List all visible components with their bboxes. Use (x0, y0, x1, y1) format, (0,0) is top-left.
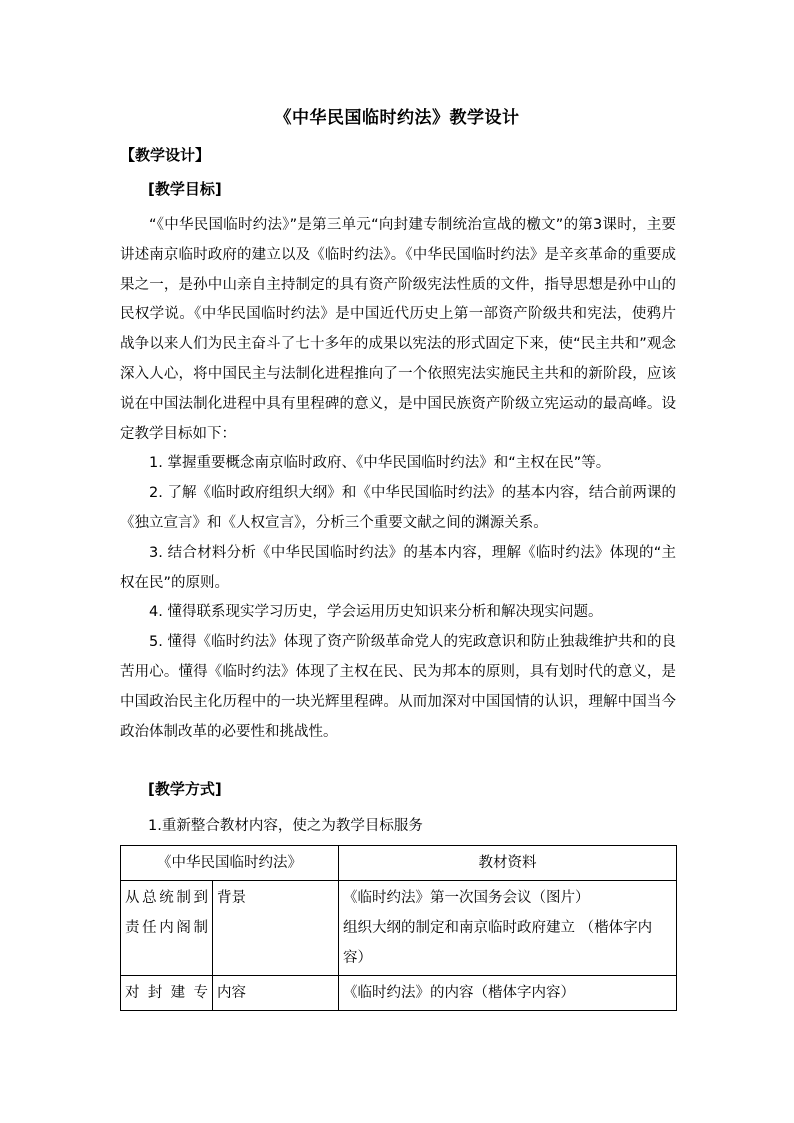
goals-body (120, 211, 676, 747)
goal-item-5: 5. 懂得《临时约法》体现了资产阶级革命党人的宪政意识和防止独裁维护共和的良苦用心。懂得《临时约法》体现了主权在民、民为邦本的原则，具有划时代的意义，是中国政治民主化历程中的一块光辉里程碑。从而加深对中国国情的认识，理解中国当今政治体制改革的必要性和挑战性。 (120, 634, 676, 740)
materials-line: 组织大纲的制定和南京临时政府建立 （楷体字内容） (343, 920, 653, 966)
goal-item-3: 3. 结合材料分析《中华民国临时约法》的基本内容，理解《临时约法》体现的“主权在民”的原则。 (120, 544, 676, 591)
table-cell-topic: 对封建专 (121, 976, 213, 1011)
table-header-row (121, 846, 677, 881)
table-cell-materials (339, 881, 677, 976)
goal-item-1: 1. 掌握重要概念南京临时政府、《中华民国临时约法》和“主权在民”等。 (149, 455, 611, 472)
table-row (121, 976, 677, 1011)
content-mapping-table (120, 845, 677, 1011)
table-header-left: 《中华民国临时约法》 (121, 846, 339, 881)
intro-paragraph: “《中华民国临时约法》”是第三单元“向封建专制统治宣战的檄文”的第3课时，主要讲述南京临时政府的建立以及《临时约法》。《中华民国临时约法》是辛亥革命的重要成果之一，是孙中山亲自主持制定的具有资产阶级宪法性质的文件，指导思想是孙中山的民权学说。《中华民国临时约法》是中国近代历史上第一部资产阶级共和宪法，使鸦片战争以来人们为民主奋斗了七十多年的成果以宪法的形式固定下来，使“民主共和”观念深入人心，将中国民主与法制化进程推向了一个依照宪法实施民主共和的新阶段，应该说在中国法制化进程中具有里程碑的意义，是中国民族资产阶级立宪运动的最高峰。设定教学目标如下： (120, 217, 676, 442)
section-heading: 【教学设计】 (120, 146, 211, 164)
table-cell-aspect: 背景 (213, 881, 339, 976)
table-header-right: 教材资料 (339, 846, 677, 881)
materials-line: 《临时约法》第一次国务会议（图片） (343, 890, 590, 906)
table-cell-topic: 从总统制到责任内阁制 (121, 881, 213, 976)
table-cell-aspect: 内容 (213, 976, 339, 1011)
goals-heading: [教学目标] (148, 180, 222, 198)
table-row (121, 881, 677, 976)
methods-heading: [教学方式] (148, 780, 222, 798)
document-title: 《中华民国临时约法》教学设计 (274, 108, 520, 128)
goal-item-2: 2. 了解《临时政府组织大纲》和《中华民国临时约法》的基本内容，结合前两课的《独立宣言》和《人权宣言》，分析三个重要文献之间的渊源关系。 (120, 485, 676, 531)
methods-item: 1.重新整合教材内容，使之为教学目标服务 (148, 818, 423, 834)
table-cell-materials: 《临时约法》的内容（楷体字内容） (339, 976, 677, 1011)
goal-item-4: 4. 懂得联系现实学习历史，学会运用历史知识来分析和解决现实问题。 (149, 604, 603, 621)
